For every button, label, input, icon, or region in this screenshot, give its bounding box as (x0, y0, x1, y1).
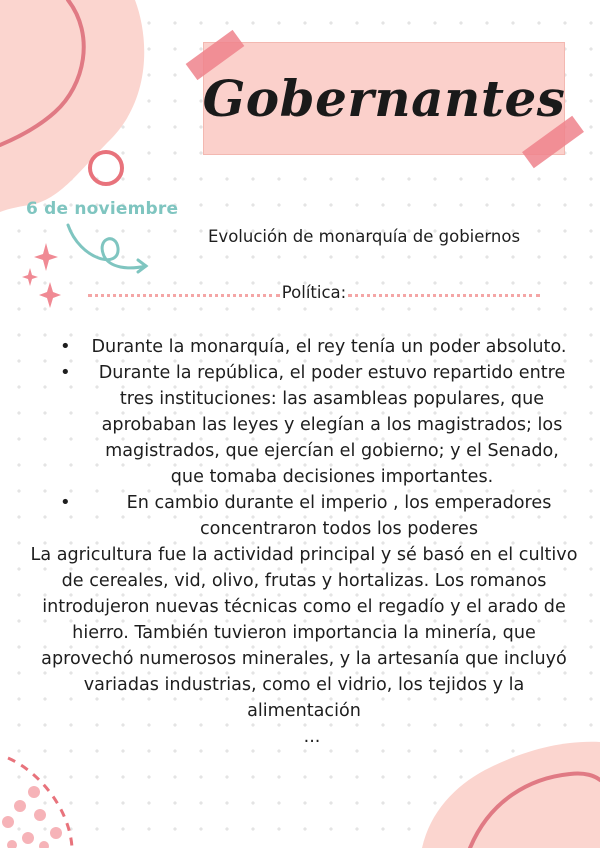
ellipsis: ... (303, 727, 321, 747)
bullet-text: Durante la monarquía, el rey tenía un poder absoluto. (91, 337, 567, 357)
sparkle-icon (22, 243, 61, 308)
subtitle: Evolución de monarquía de gobiernos (208, 227, 521, 246)
bullet-icon: • (60, 492, 71, 513)
top-left-blob (0, 0, 144, 212)
circle-outline-icon (90, 152, 122, 184)
paragraph: La agricultura fue la actividad principal y sé basó en el cultivo de cereales, vid, olivo, frutas y hortalizas. Los romanos introdujeron nuevas técnicas como el regadío y el arado de hierro. También tuvieron importancia la minería, que aprovechó numerosos minerales, y la artesanía que incluyó variadas industrias, como el vidrio, los tejidos y la alimentación (30, 545, 578, 721)
page-title: Gobernantes (202, 69, 566, 128)
dotted-divider-left (88, 294, 280, 297)
bullet-icon: • (60, 362, 71, 383)
bullet-text: En cambio durante el imperio , los emperadores concentraron todos los poderes (126, 493, 552, 539)
bullet-item (0, 490, 600, 542)
curly-arrow-icon (68, 225, 146, 272)
title-box (203, 42, 565, 155)
bottom-left-dots (2, 786, 62, 848)
section-label: Política: (281, 282, 347, 302)
date-label: 6 de noviembre (26, 199, 179, 219)
bullet-item (0, 334, 600, 360)
dotted-divider-right (348, 294, 540, 297)
body-content (0, 334, 600, 750)
section-header (88, 281, 540, 303)
bullet-item (0, 360, 600, 490)
bullet-text: Durante la república, el poder estuvo repartido entre tres instituciones: las asambleas populares, que aprobaban las leyes y elegían a los magistrados; los magistrados, que ejercían el gobierno; y el Senado, que tomaba decisiones importantes. (98, 363, 566, 487)
bullet-icon: • (60, 336, 71, 357)
